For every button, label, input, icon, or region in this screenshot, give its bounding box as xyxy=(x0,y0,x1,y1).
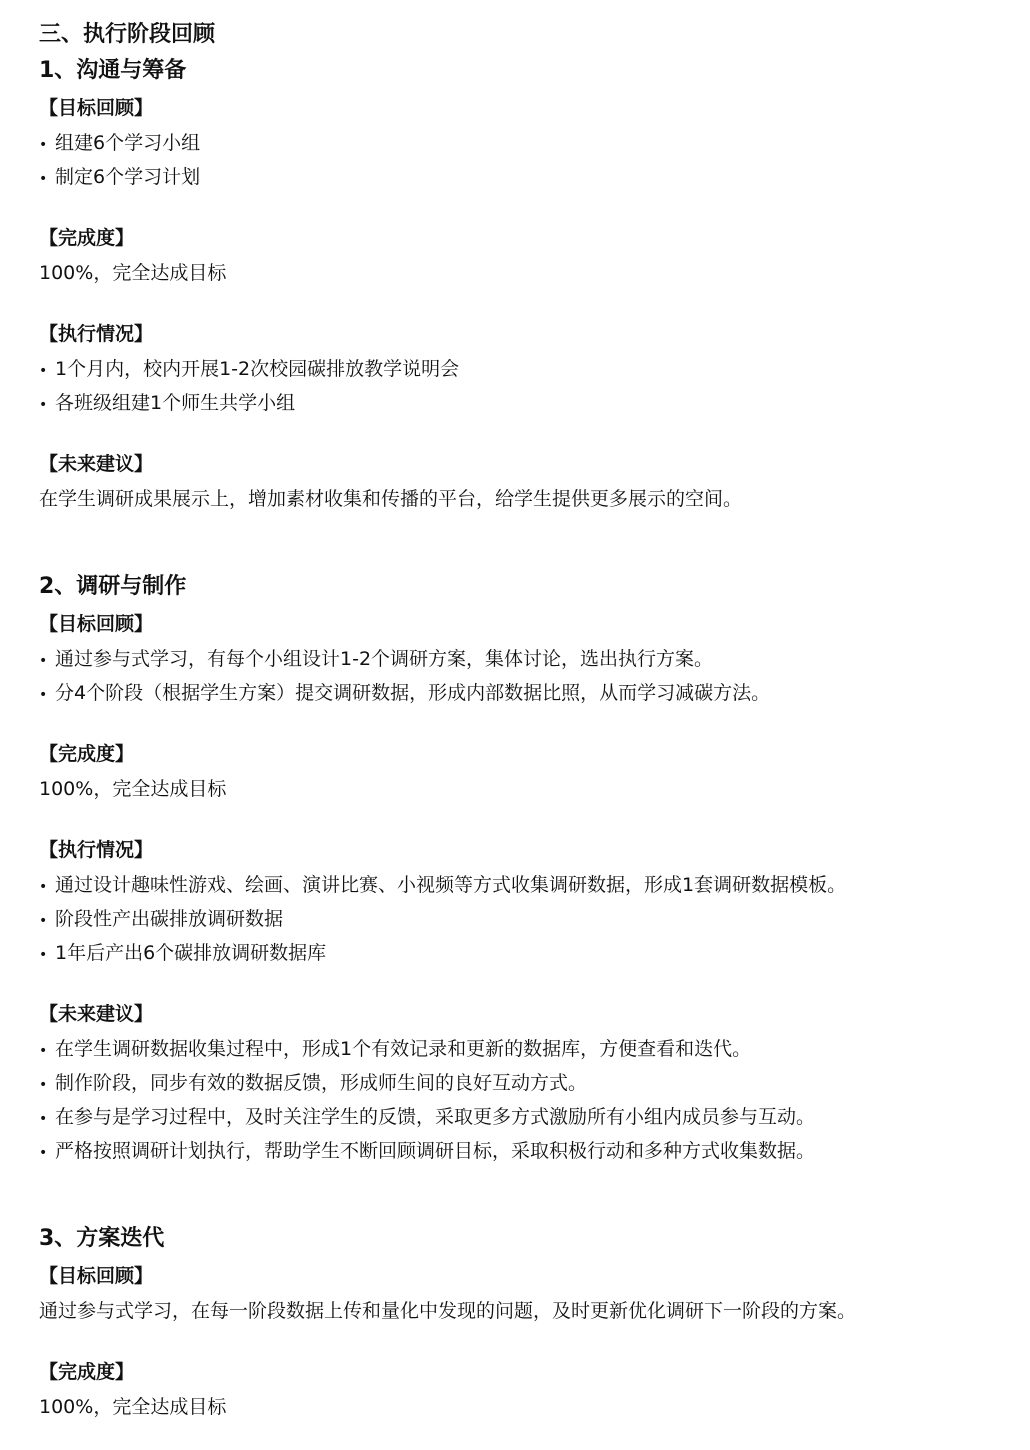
execution-list xyxy=(39,868,1030,970)
section-heading: 2、调研与制作 xyxy=(39,574,187,599)
list-item: • 各班级组建1个师生共学小组 xyxy=(39,386,1030,420)
completion-label: 【完成度】 xyxy=(39,227,135,249)
completion-label: 【完成度】 xyxy=(39,743,135,765)
list-item: • 严格按照调研计划执行，帮助学生不断回顾调研目标，采取积极行动和多种方式收集数据。 xyxy=(39,1134,1030,1168)
list-item: • 通过参与式学习，有每个小组设计1-2个调研方案，集体讨论，选出执行方案。 xyxy=(39,642,1030,676)
suggestion-list xyxy=(39,1032,1030,1168)
bullet-icon: • xyxy=(39,1077,48,1093)
section-heading: 3、方案迭代 xyxy=(39,1226,165,1251)
goal-label: 【目标回顾】 xyxy=(39,97,154,119)
completion-text: 100%，完全达成目标 xyxy=(39,778,227,800)
list-item: • 制定6个学习计划 xyxy=(39,160,1030,194)
list-item: • 制作阶段，同步有效的数据反馈，形成师生间的良好互动方式。 xyxy=(39,1066,1030,1100)
bullet-icon: • xyxy=(39,363,48,379)
bullet-icon: • xyxy=(39,687,48,703)
suggestion-text: 在学生调研成果展示上，增加素材收集和传播的平台，给学生提供更多展示的空间。 xyxy=(39,488,743,510)
bullet-icon: • xyxy=(39,1043,48,1059)
bullet-icon: • xyxy=(39,397,48,413)
bullet-icon: • xyxy=(39,947,48,963)
goal-label: 【目标回顾】 xyxy=(39,1265,154,1287)
goal-text: 通过参与式学习，在每一阶段数据上传和量化中发现的问题，及时更新优化调研下一阶段的方案。 xyxy=(39,1300,857,1322)
goal-list xyxy=(39,126,1030,194)
section-communication-preparation xyxy=(39,52,1030,516)
bullet-icon: • xyxy=(39,1145,48,1161)
list-item: • 1年后产出6个碳排放调研数据库 xyxy=(39,936,1030,970)
execution-label: 【执行情况】 xyxy=(39,839,154,861)
list-item: • 在参与是学习过程中，及时关注学生的反馈，采取更多方式激励所有小组内成员参与互动。 xyxy=(39,1100,1030,1134)
completion-text: 100%，完全达成目标 xyxy=(39,262,227,284)
section-research-production xyxy=(39,568,1030,1168)
list-item: • 1个月内，校内开展1-2次校园碳排放教学说明会 xyxy=(39,352,1030,386)
section-plan-iteration xyxy=(39,1220,1030,1424)
list-item: • 分4个阶段（根据学生方案）提交调研数据，形成内部数据比照，从而学习减碳方法。 xyxy=(39,676,1030,710)
completion-text: 100%，完全达成目标 xyxy=(39,1396,227,1418)
document-title: 三、执行阶段回顾 xyxy=(39,22,216,47)
completion-label: 【完成度】 xyxy=(39,1361,135,1383)
bullet-icon: • xyxy=(39,137,48,153)
goal-label: 【目标回顾】 xyxy=(39,613,154,635)
execution-label: 【执行情况】 xyxy=(39,323,154,345)
suggestion-label: 【未来建议】 xyxy=(39,1003,154,1025)
bullet-icon: • xyxy=(39,171,48,187)
suggestion-label: 【未来建议】 xyxy=(39,453,154,475)
bullet-icon: • xyxy=(39,653,48,669)
list-item: • 组建6个学习小组 xyxy=(39,126,1030,160)
list-item: • 在学生调研数据收集过程中，形成1个有效记录和更新的数据库，方便查看和迭代。 xyxy=(39,1032,1030,1066)
section-heading: 1、沟通与筹备 xyxy=(39,58,187,83)
list-item: • 通过设计趣味性游戏、绘画、演讲比赛、小视频等方式收集调研数据，形成1套调研数据模板。 xyxy=(39,868,1030,902)
bullet-icon: • xyxy=(39,879,48,895)
bullet-icon: • xyxy=(39,1111,48,1127)
goal-list xyxy=(39,642,1030,710)
execution-list xyxy=(39,352,1030,420)
bullet-icon: • xyxy=(39,913,48,929)
list-item: • 阶段性产出碳排放调研数据 xyxy=(39,902,1030,936)
